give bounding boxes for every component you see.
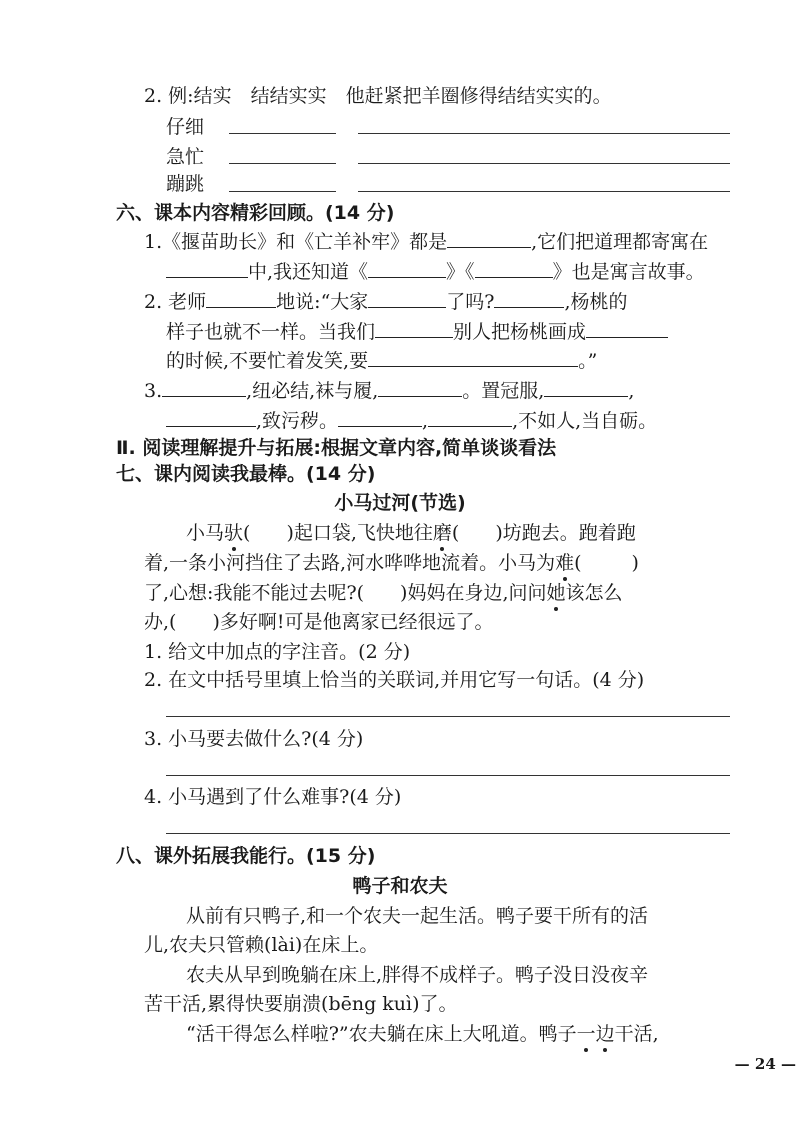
s6-q1-line1: 1.《揠苗助长》和《亡羊补牢》都是 ,它们把道理都寄寓在 <box>144 231 709 253</box>
blank[interactable] <box>494 289 564 308</box>
passage-title-1: 小马过河(节选) <box>334 492 466 514</box>
passage-2-line5: “活干得怎么样啦?”农夫躺在床上大吼道。鸭子一边干活, <box>186 1023 659 1045</box>
passage-1-line2: 着,一条小河挡住了去路,河水哗哗地流着。小马为难( ) <box>144 552 639 574</box>
page-number: — 24 — <box>734 1055 796 1073</box>
blank[interactable] <box>206 289 276 308</box>
passage-2-line4: 苦干活,累得快要崩溃(bēng kuì)了。 <box>144 993 458 1015</box>
word-1: 仔细 <box>166 116 205 138</box>
answer-line[interactable] <box>166 716 730 717</box>
passage-1-line3: 了,心想:我能不能过去呢?( )妈妈在身边,问问她该怎么 <box>144 582 623 604</box>
passage-title-2: 鸭子和农夫 <box>352 875 448 897</box>
blank[interactable] <box>447 229 531 248</box>
s6-q2-line1: 2. 老师 地说:“大家 了吗? ,杨桃的 <box>144 291 628 313</box>
s6-q3-line1: 3. ,纽必结,袜与履, 。置冠服, , <box>144 380 635 402</box>
part-2-heading: Ⅱ. 阅读理解提升与拓展:根据文章内容,简单谈谈看法 <box>116 437 557 459</box>
s7-q3: 3. 小马要去做什么?(4 分) <box>144 728 364 750</box>
section-7-title: 七、课内阅读我最棒。(14 分) <box>116 463 376 485</box>
s6-q2-line2: 样子也就不一样。当我们 别人把杨桃画成 <box>166 319 668 344</box>
passage-2-line1: 从前有只鸭子,和一个农夫一起生活。鸭子要干所有的活 <box>186 905 649 927</box>
blank[interactable] <box>368 289 446 308</box>
section-8-title: 八、课外拓展我能行。(15 分) <box>116 845 376 867</box>
s7-q2: 2. 在文中括号里填上恰当的关联词,并用它写一句话。(4 分) <box>144 669 645 691</box>
blank[interactable] <box>544 378 628 397</box>
answer-line[interactable] <box>166 833 730 834</box>
blank[interactable] <box>166 259 248 278</box>
s6-q2-line3: 的时候,不要忙着发笑,要 。” <box>166 350 598 372</box>
answer-line[interactable] <box>166 775 730 776</box>
passage-2-line2: 儿,农夫只管赖(lài)在床上。 <box>144 934 379 956</box>
answer-line-short[interactable] <box>229 163 336 164</box>
answer-line-short[interactable] <box>229 133 336 134</box>
blank[interactable] <box>338 408 422 427</box>
word-3: 蹦跳 <box>166 173 205 195</box>
blank[interactable] <box>368 348 578 367</box>
s7-q1: 1. 给文中加点的字注音。(2 分) <box>144 641 411 663</box>
s6-q3-line2: ,致污秽。 , ,不如人,当自砺。 <box>166 408 657 433</box>
passage-1-line4: 办,( )多好啊!可是他离家已经很远了。 <box>144 611 494 633</box>
blank[interactable] <box>428 408 512 427</box>
blank[interactable] <box>475 259 553 278</box>
blank[interactable] <box>368 259 446 278</box>
section-6-title: 六、课本内容精彩回顾。(14 分) <box>116 202 395 224</box>
blank[interactable] <box>166 408 256 427</box>
answer-line-long[interactable] <box>358 133 730 134</box>
answer-line-long[interactable] <box>358 191 730 192</box>
s7-q4: 4. 小马遇到了什么难事?(4 分) <box>144 786 402 808</box>
blank[interactable] <box>586 319 668 338</box>
example-sentence: 2. 例:结实 结结实实 他赶紧把羊圈修得结结实实的。 <box>144 85 612 107</box>
answer-line-short[interactable] <box>229 191 336 192</box>
blank[interactable] <box>162 378 246 397</box>
word-2: 急忙 <box>166 146 205 168</box>
passage-2-line3: 农夫从早到晚躺在床上,胖得不成样子。鸭子没日没夜辛 <box>186 964 649 986</box>
blank[interactable] <box>378 378 462 397</box>
blank[interactable] <box>375 319 453 338</box>
s6-q1-line2: 中,我还知道《 》《 》也是寓言故事。 <box>166 259 705 284</box>
answer-line-long[interactable] <box>358 163 730 164</box>
passage-1-line1: 小马驮( )起口袋,飞快地往磨( )坊跑去。跑着跑 <box>186 522 636 544</box>
